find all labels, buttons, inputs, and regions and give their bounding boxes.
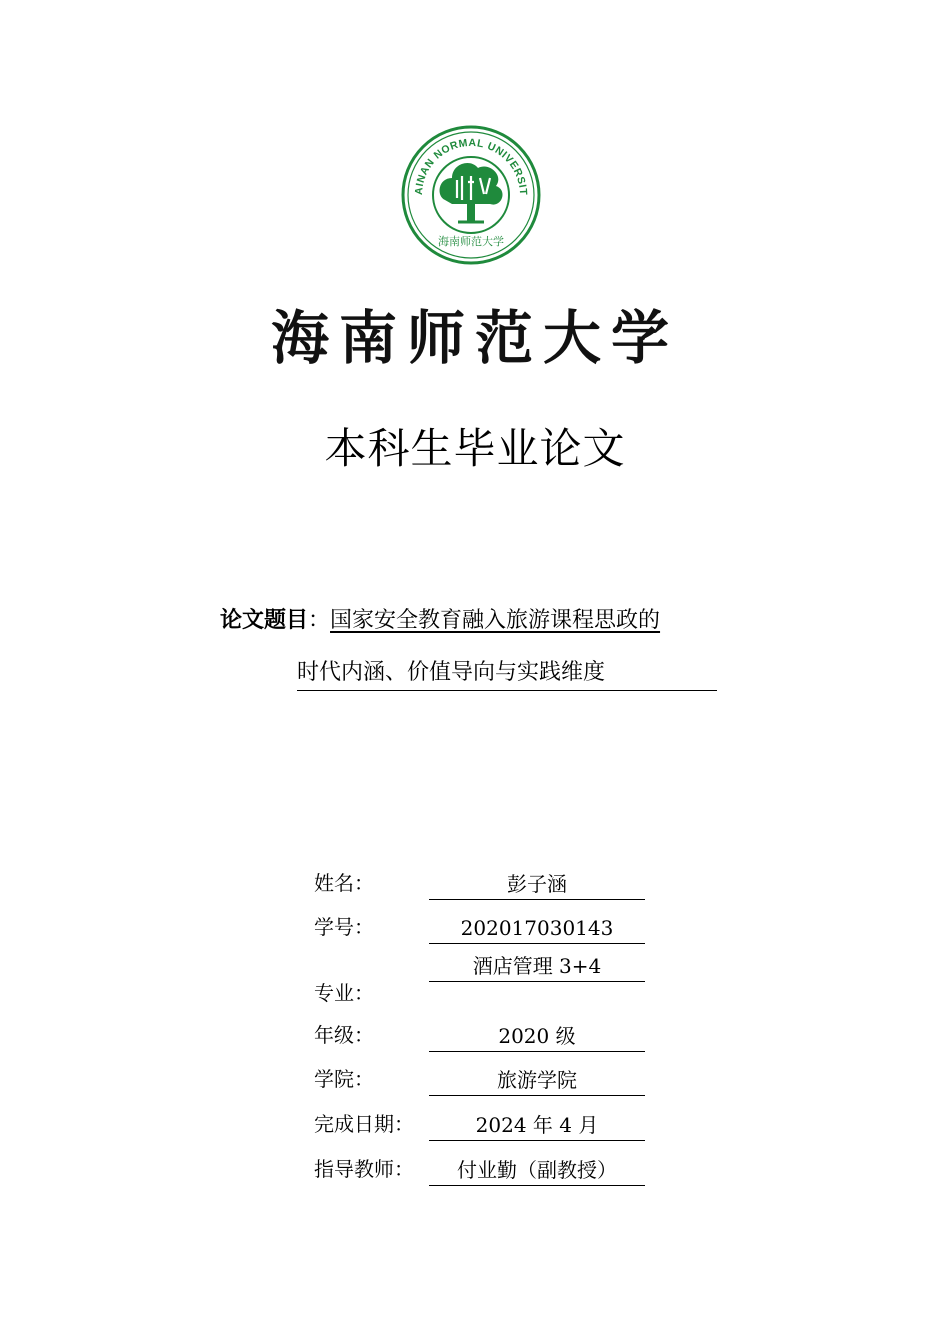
info-row-grade (314, 1012, 654, 1052)
info-value: 酒店管理 3+4 (429, 951, 645, 982)
info-row-advisor (314, 1146, 654, 1186)
emblem-icon (400, 124, 542, 266)
info-label: 学号： (314, 915, 374, 939)
thesis-label: 论文题目 (220, 608, 309, 633)
info-value: 202017030143 (429, 913, 645, 944)
info-row-completion-date (314, 1101, 654, 1141)
university-name: 海南师范大学 (270, 304, 680, 372)
info-label: 学院： (314, 1067, 374, 1091)
thesis-title-line1: 国家安全教育融入旅游课程思政的 (330, 608, 661, 633)
thesis-title-line2: 时代内涵、价值导向与实践维度 (297, 660, 606, 685)
info-row-student-id (314, 904, 654, 944)
info-value: 2024 年 4 月 (429, 1110, 645, 1141)
info-value: 2020 级 (429, 1021, 645, 1052)
info-row-name (314, 860, 654, 900)
info-value: 付业勤（副教授） (429, 1155, 645, 1186)
document-title: 本科生毕业论文 (324, 424, 626, 473)
info-value: 旅游学院 (429, 1065, 645, 1096)
info-row-college (314, 1056, 654, 1096)
university-calligraphy (262, 300, 688, 374)
logo-cn-text: 海南师范大学 (438, 235, 504, 248)
info-label: 完成日期： (314, 1112, 414, 1136)
info-row-major (314, 950, 654, 1010)
info-label: 指导教师： (314, 1157, 414, 1181)
thesis-title-line2-wrap (297, 656, 717, 691)
logo-ring-text: AINAN NORMAL UNIVERSIT (412, 136, 530, 196)
info-value: 彭子涵 (429, 869, 645, 900)
thesis-title-block (220, 604, 740, 685)
info-label: 专业： (314, 981, 374, 1005)
university-logo (400, 124, 542, 266)
info-label: 姓名： (314, 871, 374, 895)
thesis-separator: ： (308, 608, 331, 633)
info-label: 年级： (314, 1023, 374, 1047)
